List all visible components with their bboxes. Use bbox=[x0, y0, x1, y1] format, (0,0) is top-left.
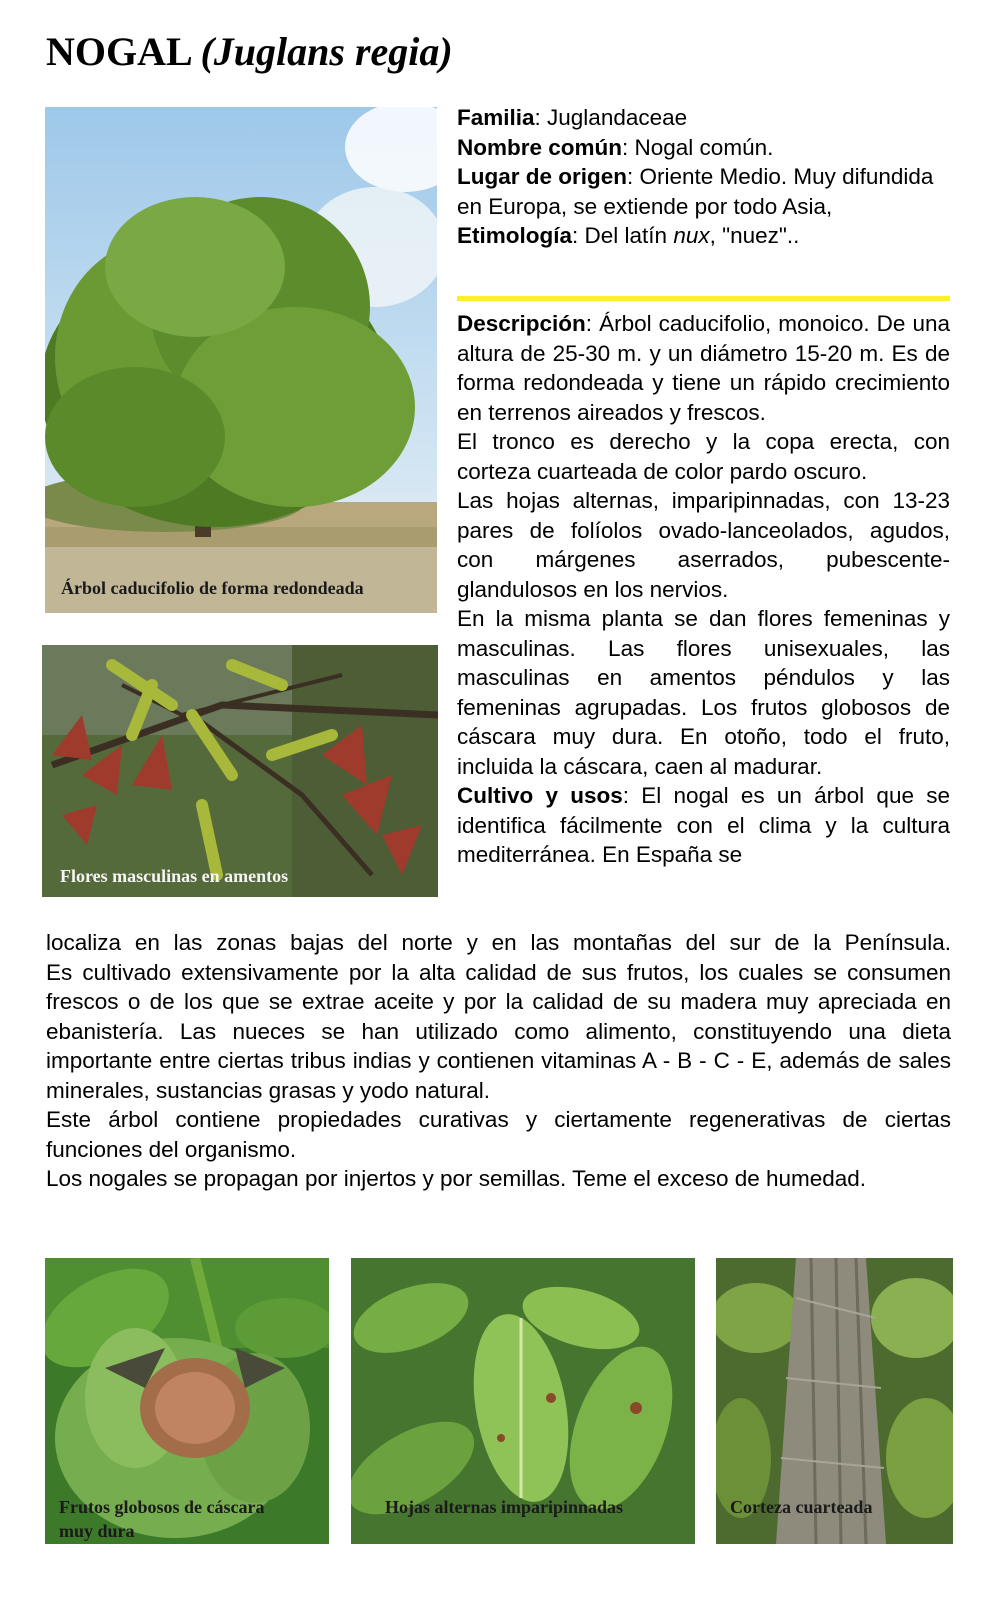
etimologia-label: Etimología bbox=[457, 223, 573, 248]
nombre-comun-line bbox=[457, 133, 952, 163]
descripcion-label: Descripción bbox=[457, 311, 586, 336]
etimologia-line bbox=[457, 221, 952, 251]
cultivo-continuation-line: localiza en las zonas bajas del norte y en las montañas del sur de la Península. bbox=[46, 930, 951, 955]
cultivo-label: Cultivo y usos bbox=[457, 783, 623, 808]
origen-value: : Oriente Medio. Muy difundida en Europa, se extiende por todo Asia, bbox=[457, 164, 934, 219]
flowers-photo bbox=[42, 645, 438, 897]
cultivo-paragraph-2: Es cultivado extensivamente por la alta calidad de sus frutos, los cuales se consumen frescos o de los que se extrae aceite y por la calidad de su madera muy apreciada en ebanistería. Las nueces se han utilizado como alimento, constituyendo una dieta importante entre ciertas tribus indias y contienen vitaminas A - B - C - E, además de sales minerales, sustancias grasas y yodo natural. bbox=[46, 959, 951, 1103]
propagacion-paragraph: Los nogales se propagan por injertos y por semillas. Teme el exceso de humedad. bbox=[46, 1166, 867, 1191]
familia-line bbox=[457, 103, 952, 133]
uses-section bbox=[46, 928, 951, 1194]
origen-line bbox=[457, 162, 952, 221]
descripcion-text: : Árbol caducifolio, monoico. De una altura de 25-30 m. y un diámetro 15-20 m. Es de forma redondeada y tiene un rápido crecimiento en terrenos aireados y frescos. bbox=[457, 311, 950, 425]
cultivo-continuation bbox=[46, 928, 951, 958]
catkins-illustration bbox=[42, 645, 438, 897]
cultivo-text: : El nogal es un árbol que se identifica fácilmente con el clima y la cultura mediterránea. En España se bbox=[457, 783, 950, 867]
etimologia-word: nux bbox=[673, 223, 710, 248]
page-title bbox=[46, 28, 453, 75]
flowers-caption: Flores masculinas en amentos bbox=[60, 866, 289, 886]
tree-photo bbox=[45, 107, 437, 613]
tree-caption: Árbol caducifolio de forma redondeada bbox=[61, 578, 364, 598]
nombre-comun-value: : Nogal común. bbox=[622, 134, 774, 160]
cultivo-paragraph bbox=[457, 781, 950, 870]
leaves-caption: Hojas alternas imparipinnadas bbox=[385, 1497, 624, 1517]
hojas-paragraph: Las hojas alternas, imparipinnadas, con 13-23 pares de folíolos ovado-lanceolados, agudos, con márgenes aserrados, pubescente-glandulosos en los nervios. bbox=[457, 488, 950, 602]
propiedades-paragraph: Este árbol contiene propiedades curativas y ciertamente regenerativas de ciertas funciones del organismo. bbox=[46, 1107, 951, 1162]
leaves-photo bbox=[351, 1258, 695, 1544]
descripcion-paragraph bbox=[457, 309, 950, 427]
title-common: NOGAL bbox=[46, 29, 191, 74]
tronco-paragraph: El tronco es derecho y la copa erecta, con corteza cuarteada de color pardo oscuro. bbox=[457, 429, 950, 484]
origen-label: Lugar de origen bbox=[457, 164, 628, 189]
fruit-caption-line-2: muy dura bbox=[59, 1521, 135, 1541]
etimologia-value-2: , "nuez".. bbox=[709, 223, 800, 248]
nombre-comun-label: Nombre común bbox=[457, 134, 623, 160]
familia-label: Familia bbox=[457, 105, 535, 130]
bark-photo bbox=[716, 1258, 953, 1544]
description-section bbox=[457, 309, 950, 870]
flores-paragraph: En la misma planta se dan flores femeninas y masculinas. Las flores unisexuales, las masculinas en amentos péndulos y las femeninas agrupadas. Los frutos globosos de cáscara muy dura. En otoño, todo el fruto, incluida la cáscara, caen al madurar. bbox=[457, 606, 950, 779]
species-info bbox=[457, 103, 952, 251]
fruit-photo bbox=[45, 1258, 329, 1544]
title-latin: (Juglans regia) bbox=[200, 29, 453, 74]
familia-value: : Juglandaceae bbox=[534, 105, 688, 130]
bark-caption: Corteza cuarteada bbox=[730, 1497, 873, 1517]
fruit-caption-line-1: Frutos globosos de cáscara bbox=[59, 1497, 265, 1517]
tree-illustration bbox=[45, 107, 437, 613]
etimologia-value-1: : Del latín bbox=[572, 223, 674, 248]
yellow-divider bbox=[457, 296, 950, 301]
